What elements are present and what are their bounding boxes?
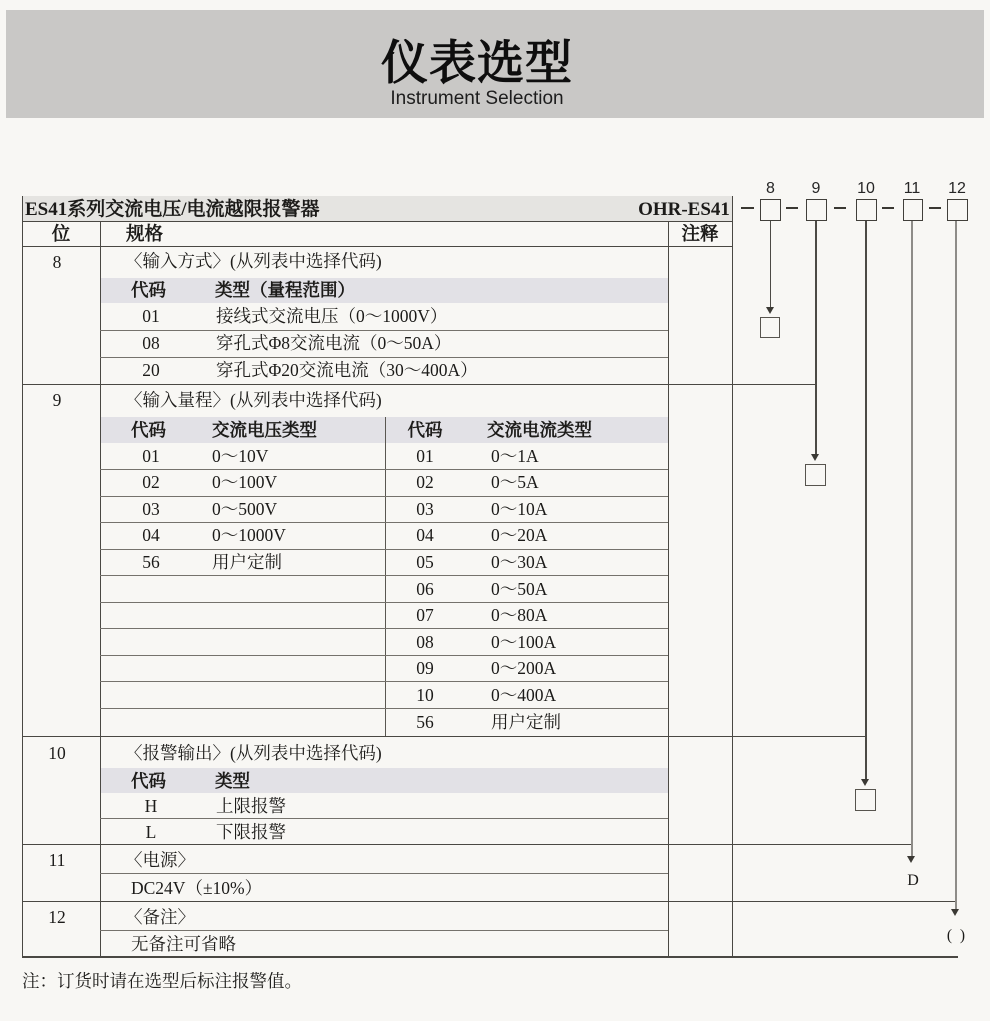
grid-line bbox=[100, 930, 668, 931]
table-border-right bbox=[732, 196, 733, 957]
range-cell: 0～5A bbox=[491, 472, 539, 492]
footnote: 注：订货时请在选型后标注报警值。 bbox=[22, 971, 302, 991]
range-cell: 0～100A bbox=[491, 632, 557, 652]
section-line-9-10 bbox=[22, 736, 866, 737]
digit-label-12: 12 bbox=[948, 180, 966, 197]
section-line-8-9 bbox=[22, 384, 817, 385]
grid-line bbox=[100, 549, 668, 550]
connector-line-12 bbox=[955, 221, 956, 910]
subcol-type: 交流电流类型 bbox=[487, 420, 592, 440]
banner bbox=[6, 10, 984, 118]
code-cell: H bbox=[144, 796, 158, 816]
code-cell: L bbox=[145, 822, 157, 842]
col-header-position: 位 bbox=[51, 225, 71, 245]
connector-line-10 bbox=[865, 221, 866, 780]
range-cell: 0～400A bbox=[491, 685, 557, 705]
grid-line bbox=[100, 628, 668, 629]
dash bbox=[786, 207, 798, 209]
pointer-box-8 bbox=[760, 317, 780, 338]
range-cell: 0～200A bbox=[491, 658, 557, 678]
connector-line-8 bbox=[770, 221, 771, 308]
type-cell: 接线式交流电压（0～1000V） bbox=[216, 306, 448, 326]
subcol-code: 代码 bbox=[131, 771, 166, 791]
code-box-12 bbox=[947, 199, 968, 221]
range-cell: 0～50A bbox=[491, 579, 548, 599]
code-cell: 02 bbox=[416, 472, 434, 492]
code-cell: 08 bbox=[142, 333, 160, 353]
grid-line bbox=[100, 681, 668, 682]
s8-subheader-band bbox=[101, 278, 668, 303]
divider-spec-note bbox=[668, 221, 669, 957]
code-cell: 04 bbox=[416, 525, 434, 545]
grid-line bbox=[100, 708, 668, 709]
model-prefix: OHR-ES41 bbox=[638, 199, 730, 220]
s10-subheader-band bbox=[101, 768, 668, 793]
pointer-box-9 bbox=[805, 464, 826, 486]
pointer-box-10 bbox=[855, 789, 876, 811]
grid-line bbox=[100, 357, 668, 358]
col-header-spec: 规格 bbox=[126, 225, 164, 245]
section-heading: 〈报警输出〉(从列表中选择代码) bbox=[125, 743, 382, 763]
arrow-down-icon bbox=[951, 909, 959, 916]
divider-position-spec bbox=[100, 221, 101, 957]
code-cell: 07 bbox=[416, 605, 434, 625]
code-box-8 bbox=[760, 199, 781, 221]
power-code-value: D bbox=[907, 872, 919, 889]
type-cell: 穿孔式Φ8交流电流（0～50A） bbox=[216, 333, 452, 353]
grid-line bbox=[100, 602, 668, 603]
type-cell: 穿孔式Φ20交流电流（30～400A） bbox=[216, 360, 478, 380]
code-cell: 10 bbox=[416, 685, 434, 705]
range-cell: 0～30A bbox=[491, 552, 548, 572]
code-cell: 01 bbox=[142, 306, 160, 326]
arrow-down-icon bbox=[811, 454, 819, 461]
grid-line bbox=[100, 469, 668, 470]
page-title: 仪表选型 bbox=[381, 36, 573, 89]
section-heading: 〈输入量程〉(从列表中选择代码) bbox=[125, 390, 382, 410]
connector-line-9 bbox=[815, 221, 816, 455]
code-cell: 06 bbox=[416, 579, 434, 599]
code-cell: 03 bbox=[142, 499, 160, 519]
code-cell: 03 bbox=[416, 499, 434, 519]
position-cell: 9 bbox=[52, 390, 62, 410]
grid-line bbox=[100, 873, 668, 874]
grid-line bbox=[100, 575, 668, 576]
value-cell: DC24V（±10%） bbox=[131, 878, 263, 898]
code-cell: 05 bbox=[416, 552, 434, 572]
grid-line bbox=[22, 246, 733, 247]
code-box-9 bbox=[806, 199, 827, 221]
range-cell: 用户定制 bbox=[491, 712, 561, 732]
section-line-10-11 bbox=[22, 844, 912, 845]
range-cell: 0～10A bbox=[491, 499, 548, 519]
dash bbox=[882, 207, 894, 209]
code-box-11 bbox=[903, 199, 923, 221]
digit-label-8: 8 bbox=[766, 180, 775, 197]
range-cell: 0～1000V bbox=[212, 525, 286, 545]
position-cell: 8 bbox=[52, 252, 62, 272]
type-cell: 下限报警 bbox=[216, 822, 286, 842]
subcol-type: 类型（量程范围） bbox=[215, 280, 355, 300]
value-cell: 无备注可省略 bbox=[131, 934, 236, 954]
code-cell: 01 bbox=[416, 446, 434, 466]
code-cell: 02 bbox=[142, 472, 160, 492]
arrow-down-icon bbox=[861, 779, 869, 786]
grid-line bbox=[22, 221, 733, 222]
section-heading: 〈输入方式〉(从列表中选择代码) bbox=[125, 251, 382, 271]
subcol-code: 代码 bbox=[407, 420, 443, 440]
code-cell: 04 bbox=[142, 525, 160, 545]
position-cell: 11 bbox=[48, 850, 66, 870]
code-cell: 20 bbox=[142, 360, 160, 380]
grid-line bbox=[100, 330, 668, 331]
dash bbox=[834, 207, 846, 209]
dash bbox=[741, 207, 754, 209]
grid-line bbox=[100, 818, 668, 819]
grid-line bbox=[100, 496, 668, 497]
table-border-bottom bbox=[22, 956, 958, 958]
range-cell: 0～80A bbox=[491, 605, 548, 625]
range-cell: 0～1A bbox=[491, 446, 539, 466]
connector-line-11 bbox=[911, 221, 912, 857]
section-heading: 〈电源〉 bbox=[125, 850, 195, 870]
position-cell: 10 bbox=[48, 743, 66, 763]
subcol-type: 类型 bbox=[215, 771, 250, 791]
dash bbox=[929, 207, 941, 209]
code-cell: 01 bbox=[142, 446, 160, 466]
code-cell: 56 bbox=[142, 552, 160, 572]
subcol-code: 代码 bbox=[131, 280, 166, 300]
digit-label-9: 9 bbox=[811, 180, 821, 197]
arrow-down-icon bbox=[907, 856, 915, 863]
remark-parens: ( ) bbox=[946, 927, 968, 944]
col-header-note: 注释 bbox=[681, 225, 719, 245]
code-cell: 09 bbox=[416, 658, 434, 678]
code-box-10 bbox=[856, 199, 877, 221]
range-cell: 0～10V bbox=[212, 446, 269, 466]
section-line-11-12 bbox=[22, 901, 956, 902]
range-cell: 0～100V bbox=[212, 472, 278, 492]
position-cell: 12 bbox=[48, 907, 66, 927]
digit-label-11: 11 bbox=[903, 180, 921, 197]
type-cell: 上限报警 bbox=[216, 796, 286, 816]
code-cell: 56 bbox=[416, 712, 434, 732]
subcol-code: 代码 bbox=[131, 420, 166, 440]
table-border-left bbox=[22, 196, 23, 957]
code-cell: 08 bbox=[416, 632, 434, 652]
range-cell: 用户定制 bbox=[212, 552, 282, 572]
range-cell: 0～20A bbox=[491, 525, 548, 545]
arrow-down-icon bbox=[766, 307, 774, 314]
section-heading: 〈备注〉 bbox=[125, 907, 195, 927]
digit-label-10: 10 bbox=[857, 180, 875, 197]
series-title: ES41系列交流电压/电流越限报警器 bbox=[25, 199, 320, 220]
range-cell: 0～500V bbox=[212, 499, 278, 519]
grid-line bbox=[100, 522, 668, 523]
page-subtitle: Instrument Selection bbox=[390, 88, 564, 109]
grid-line bbox=[100, 655, 668, 656]
subcol-type: 交流电压类型 bbox=[212, 420, 317, 440]
